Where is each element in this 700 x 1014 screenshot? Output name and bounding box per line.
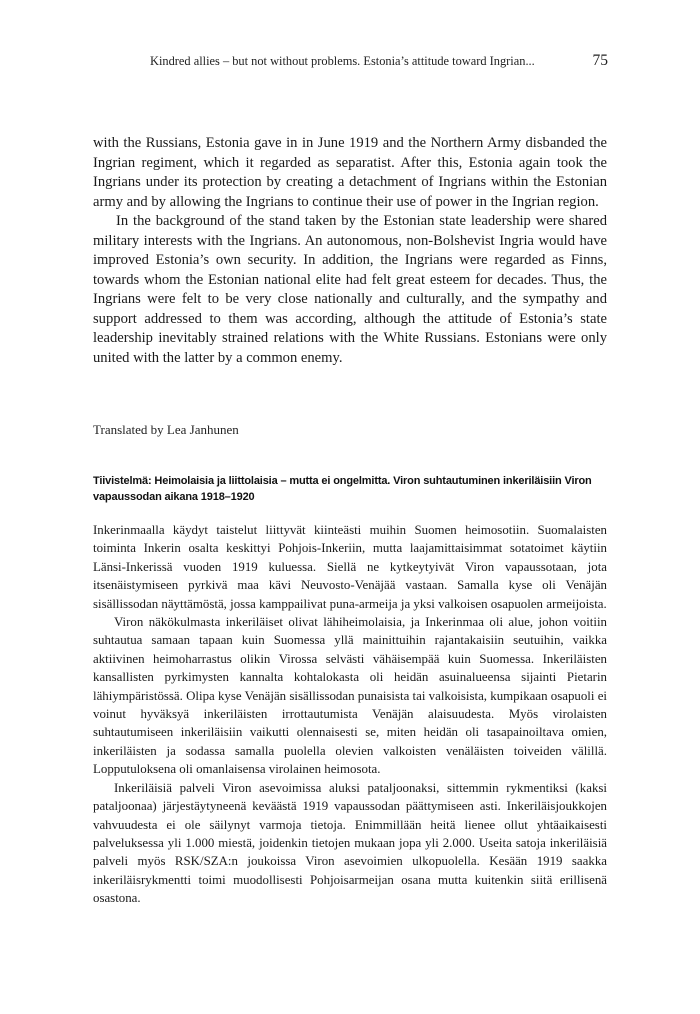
abstract-paragraph: Viron näkökulmasta inkeriläiset olivat lähiheimolaisia, ja Inkerinmaa oli alue, johon voitiin suhtautua samaan tapaan kuin Suomessa yllä mainittuihin rajantakaisiin seutuihin, vaikka aktiivinen heimoharrastus olikin Virossa selvästi vähäisempää kuin Suomessa. Inkeriläisten kansallisten pyrkimysten kannalta kohtalokasta oli heidän asuinalueensa sijainti Pietarin lähiympäristössä. Olipa kyse Venäjän sisällissodan punaisista tai valkoisista, kumpikaan osapuoli ei voinut hyväksyä inkeriläisten irrottautumista Venäjän alaisuudesta. Myös virolaisten suhtautumiseen inkeriläisiin vaikutti olennaisesti se, miten heidän oli tasapainoiltava omien, inkeriläisten ja sodassa samalla puolella olevien valkoisten venäläisten toiveiden välillä. Lopputuloksena oli omanlaisensa virolainen heimosota.	[93, 615, 607, 777]
abstract-paragraph: Inkeriläisiä palveli Viron asevoimissa aluksi pataljoonaksi, sittemmin rykmentiksi (kaksi pataljoonaa) järjestäytyneenä keväästä 1919 vapaussodan päättymiseen asti. Inkeriläisjoukkojen vahvuudesta ei ole säilynyt varmoja tietoja. Enimmillään heitä lienee ollut yhtäaikaisesti palveluksessa yli 1.000 miestä, joidenkin tietojen mukaan jopa yli 2.000. Useita satoja inkeriläisiä palveli myös RSK/SZA:n joukoissa Viron asevoimien ulkopuolella. Kesään 1919 saakka inkeriläisrykmentti toimi muodollisesti Pohjoisarmeijan osana mutta kuitenkin siitä erillisenä osastona.	[93, 780, 607, 906]
body-paragraph: with the Russians, Estonia gave in in June 1919 and the Northern Army disbanded the Ingrian regiment, which it regarded as separatist. After this, Estonia again took the Ingrians under its protection by creating a detachment of Ingrians within the Estonian army and by allowing the Ingrians to continue their use of power in the Ingrian region.	[93, 135, 607, 210]
english-body-text	[93, 134, 607, 368]
translator-credit: Translated by Lea Janhunen	[93, 422, 239, 437]
abstract-heading: Tiivistelmä: Heimolaisia ja liittolaisia – mutta ei ongelmitta. Viron suhtautuminen inkeriläisiin Viron vapaussodan aikana 1918–1920	[93, 475, 592, 503]
abstract-paragraph: Inkerinmaalla käydyt taistelut liittyvät kiinteästi muihin Suomen heimosotiin. Suomalaisten toiminta Inkerin osalta keskittyi Pohjois-Inkeriin, mutta laajamittaisimmat sotatoimet käytiin Länsi-Inkerissä vuoden 1919 kuluessa. Siellä ne kytkeytyivät Viron vapaussotaan, jota itsenäistymiseen pyrkivä maa kävi Neuvosto-Venäjää vastaan. Samalla kyse oli Venäjän sisällissodan näyttämöstä, jossa kamppailivat puna-armeija ja yksi valkoisen osapuolen armeijoista.	[93, 523, 607, 611]
abstract-body-text	[93, 521, 607, 908]
page-number: 75	[592, 52, 608, 69]
running-head-title: Kindred allies – but not without problems. Estonia’s attitude toward Ingrian...	[150, 54, 535, 68]
body-paragraph: In the background of the stand taken by the Estonian state leadership were shared military interests with the Ingrians. An autonomous, non-Bolshevist Ingria would have improved Estonia’s own security. In addition, the Ingrians were regarded as Finns, towards whom the Estonian national elite had felt great esteem for decades. Thus, the Ingrians were felt to be very close nationally and culturally, and the sympathy and support addressed to them was according, although the attitude of Estonia’s state leadership inevitably strained relations with the White Russians. Estonians were only united with the latter by a common enemy.	[93, 213, 607, 366]
